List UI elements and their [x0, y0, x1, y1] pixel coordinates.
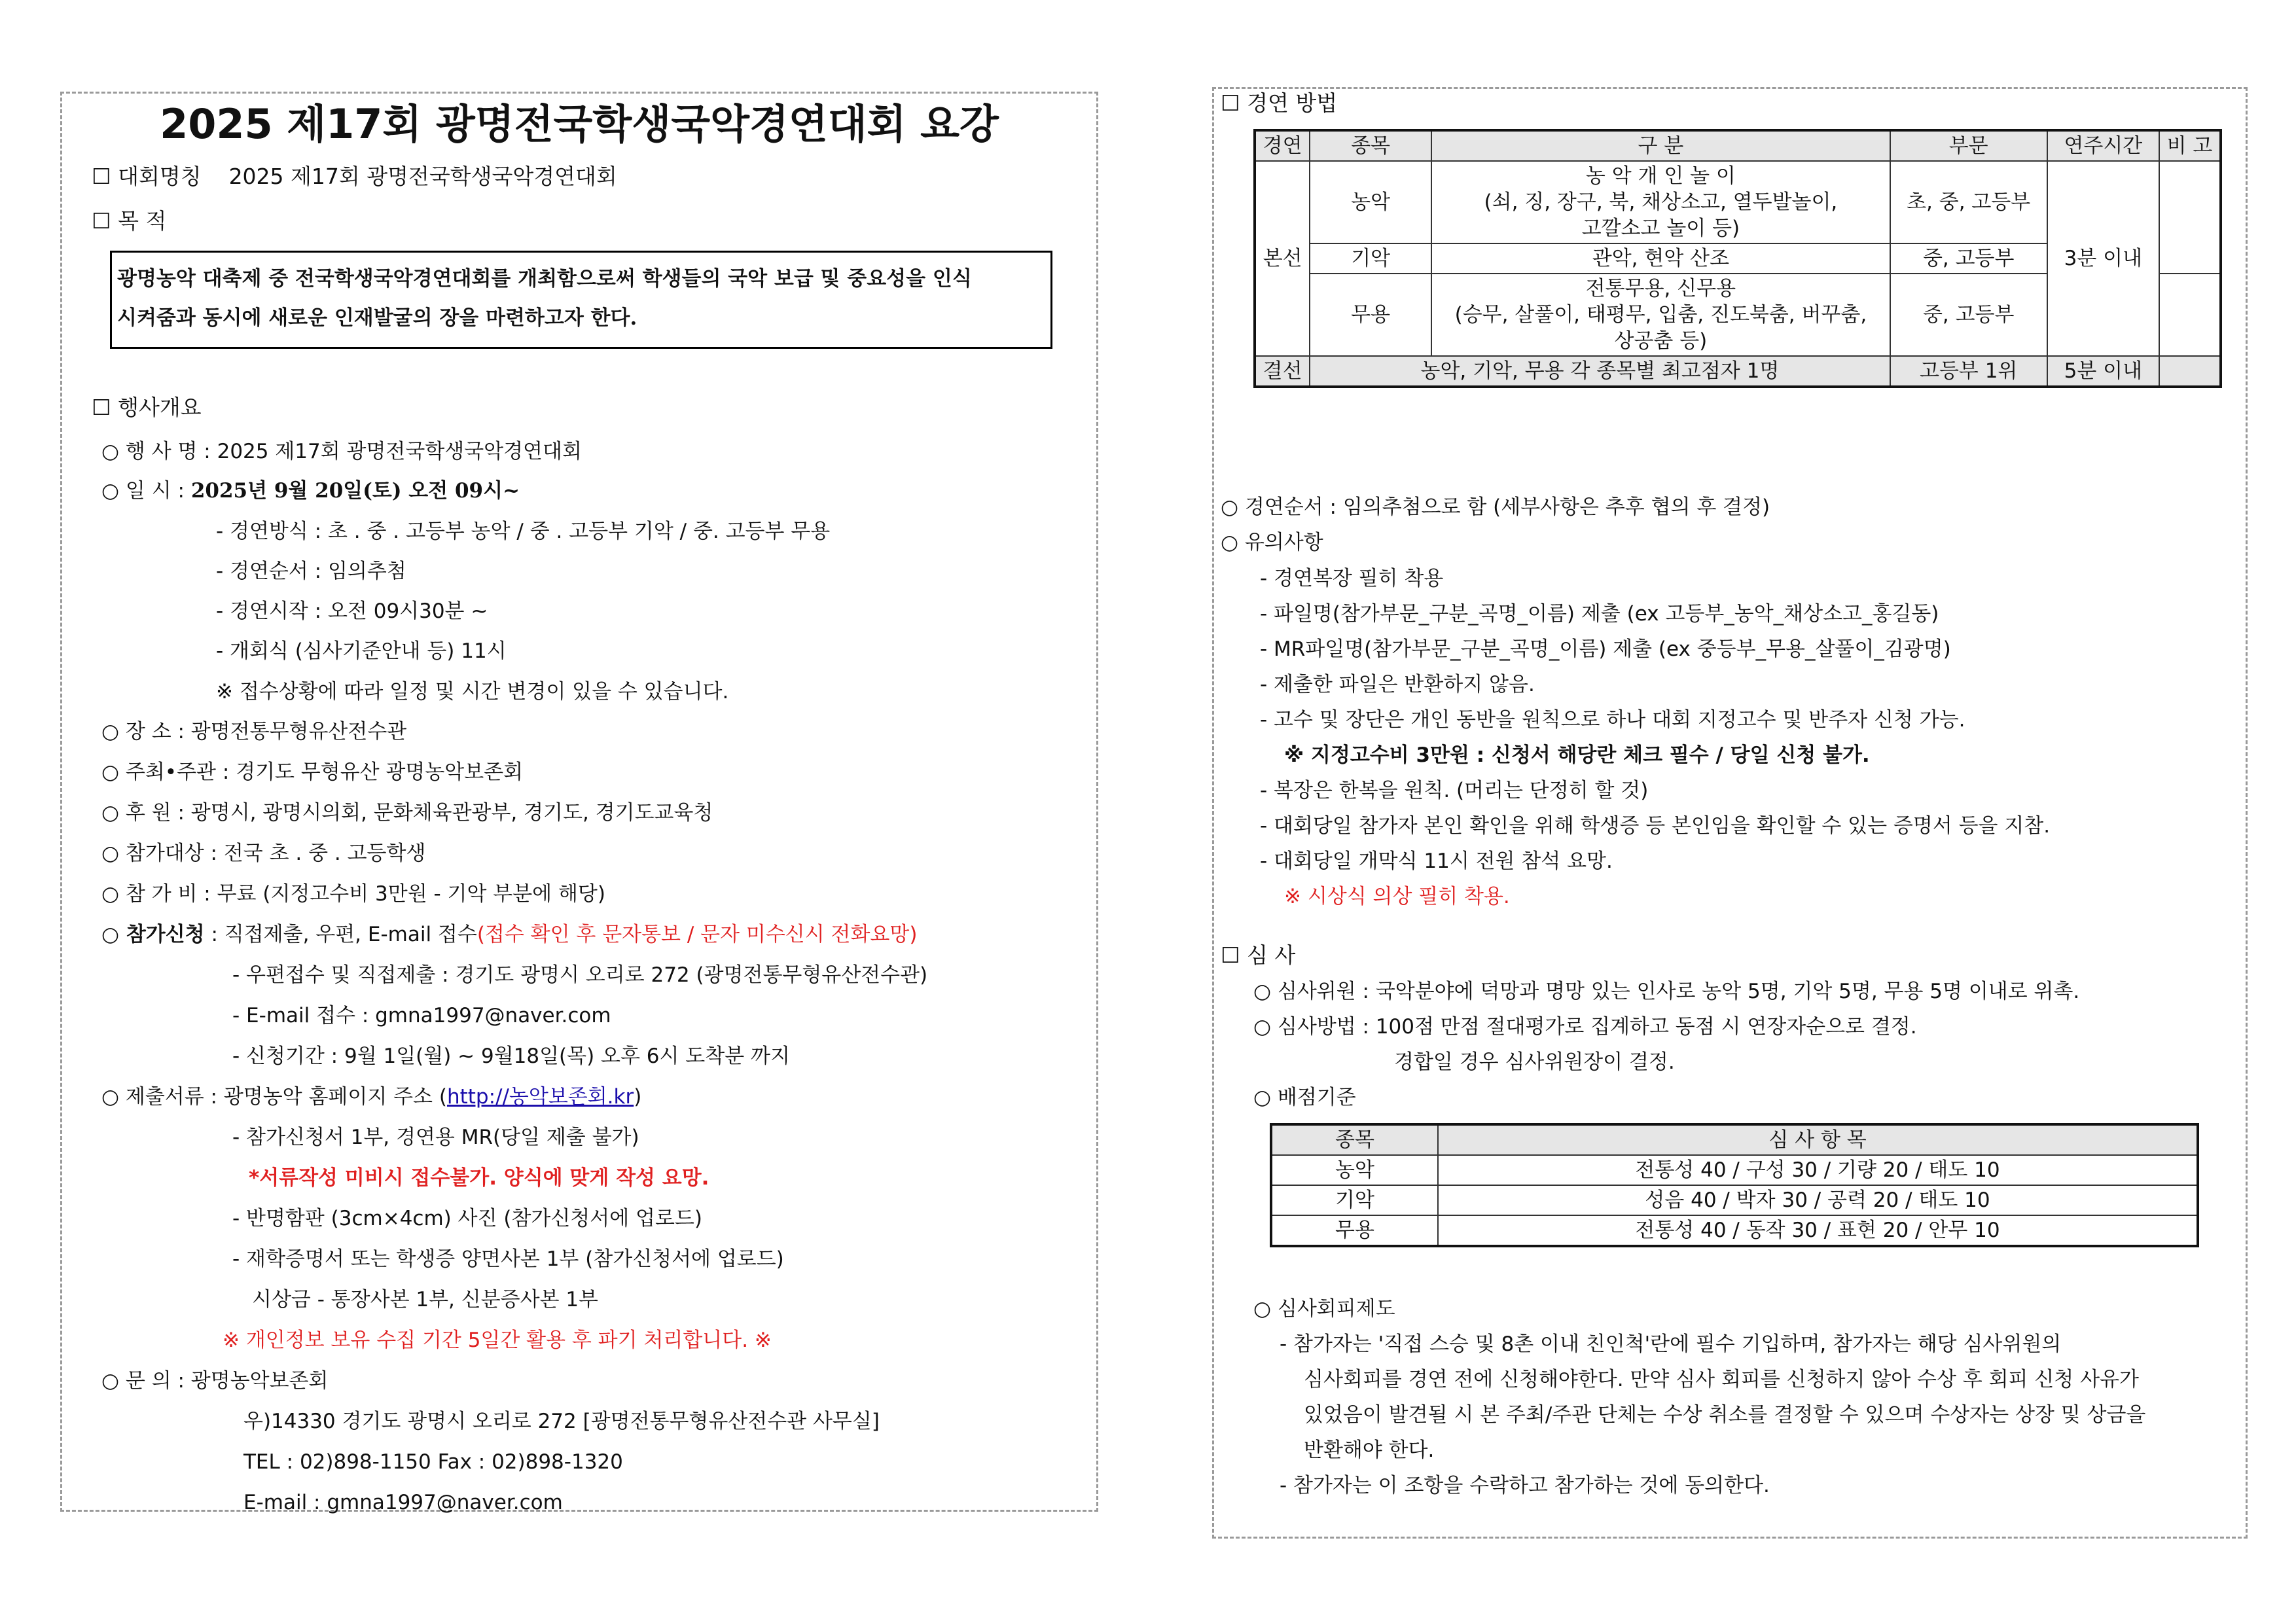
target: ○ 참가대상 : 전국 초 . 중 . 고등학생 [101, 842, 426, 865]
score-table [1270, 1123, 2199, 1247]
event-name: ○ 행 사 명 : 2025 제17회 광명전국학생국악경연대회 [101, 440, 582, 463]
judge-method-1: ○ 심사방법 : 100점 만점 절대평가로 집계하고 동점 시 연장자순으로 결정. [1253, 1015, 1917, 1039]
address: 우)14330 경기도 광명시 오리로 272 [광명전통무형유산전수관 사무실] [243, 1410, 880, 1433]
venue: ○ 장 소 : 광명전통무형유산전수관 [101, 720, 407, 743]
name-value: 2025 제17회 광명전국학생국악경연대회 [228, 164, 617, 189]
judges: ○ 심사위원 : 국악분야에 덕망과 명망 있는 인사로 농악 5명, 기악 5명, 무용 5명 이내로 위촉. [1253, 980, 2080, 1003]
division-cell: 초, 중, 고등부 [1890, 161, 2047, 243]
purpose-box [110, 251, 1052, 349]
recusal-line: - 참가자는 '직접 스승 및 8촌 이내 친인척'란에 필수 기입하며, 참가자는 해당 심사위원의 [1280, 1332, 2062, 1356]
docs-label: ○ 제출서류 : 광명농악 홈페이지 주소 ( [101, 1085, 447, 1109]
score-items: 전통성 40 / 동작 30 / 표현 20 / 안무 10 [1438, 1215, 2198, 1246]
detail-cell: 관악, 현악 산조 [1431, 243, 1890, 274]
fee: ○ 참 가 비 : 무료 (지정고수비 3만원 - 기악 부분에 해당) [101, 882, 605, 906]
name-row [92, 164, 617, 190]
table-row [1271, 1215, 2198, 1246]
docs-close: ) [634, 1085, 642, 1109]
name-label: ☐ 대회명칭 [92, 164, 202, 189]
apply-red-note: (접수 확인 후 문자통보 / 문자 미수신시 전화요망) [476, 923, 918, 946]
judge-label: ☐ 심 사 [1221, 942, 1296, 968]
note-item: - MR파일명(참가부문_구분_곡명_이름) 제출 (ex 중등부_무용_살풀이_김광명) [1260, 637, 1951, 661]
score-header-event: 종목 [1271, 1124, 1438, 1155]
opening-ceremony: - 개회식 (심사기준안내 등) 11시 [216, 639, 507, 663]
note-bold: ※ 지정고수비 3만원 : 신청서 해당란 체크 필수 / 당일 신청 불가. [1284, 743, 1870, 767]
apply-post: - 우편접수 및 직접제출 : 경기도 광명시 오리로 272 (광명전통무형유산전수관) [232, 963, 928, 987]
page-title: 2025 제17회 광명전국학생국악경연대회 요강 [160, 100, 999, 148]
note-item: - 제출한 파일은 반환하지 않음. [1260, 673, 1535, 696]
contact-email: E-mail : gmna1997@naver.com [243, 1491, 563, 1514]
score-event: 농악 [1271, 1155, 1438, 1185]
method-table [1253, 129, 2222, 388]
recusal-line: - 참가자는 이 조항을 수락하고 참가하는 것에 동의한다. [1280, 1474, 1770, 1497]
docs-item-2: - 반명함판 (3cm×4cm) 사진 (참가신청서에 업로드) [232, 1207, 702, 1230]
overview-label: ☐ 행사개요 [92, 395, 202, 420]
apply-label: ○ 참가신청 [101, 923, 205, 946]
note-item: - 고수 및 장단은 개인 동반을 원칙으로 하나 대회 지정고수 및 반주자 신청 가능. [1260, 708, 1965, 732]
recusal-line: 있었음이 발견될 시 본 주최/주관 단체는 수상 취소를 결정할 수 있으며 수상자는 상장 및 상금을 [1304, 1403, 2146, 1427]
note-item: - 대회당일 참가자 본인 확인을 위해 학생증 등 본인임을 확인할 수 있는 증명서 등을 지참. [1260, 814, 2051, 838]
apply-period: - 신청기간 : 9월 1일(월) ~ 9월18일(목) 오후 6시 도착분 까지 [232, 1044, 790, 1068]
judge-method-2: 경합일 경우 심사위원장이 결정. [1394, 1050, 1675, 1074]
header-time: 연주시간 [2047, 130, 2159, 161]
docs-item-1: - 참가신청서 1부, 경연용 MR(당일 제출 불가) [232, 1126, 639, 1149]
table-row [1271, 1185, 2198, 1215]
event-cell: 농악 [1310, 161, 1431, 243]
purpose-label: ☐ 목 적 [92, 208, 167, 234]
main-time: 3분 이내 [2047, 161, 2159, 356]
final-division: 고등부 1위 [1890, 356, 2047, 387]
apply-email: - E-mail 접수 : gmna1997@naver.com [232, 1004, 611, 1027]
score-items: 성음 40 / 박자 30 / 공력 20 / 태도 10 [1438, 1185, 2198, 1215]
detail-line: (승무, 살풀이, 태평무, 입춤, 진도북춤, 버꾸춤, [1454, 303, 1867, 327]
homepage-link[interactable]: http://농악보존회.kr [446, 1085, 634, 1109]
competition-order: - 경연순서 : 임의추첨 [216, 560, 406, 583]
header-detail: 구 분 [1431, 130, 1890, 161]
recusal-label: ○ 심사회피제도 [1253, 1297, 1395, 1321]
docs-item-4: 시상금 - 통장사본 1부, 신분증사본 1부 [252, 1288, 598, 1311]
date-label: ○ 일 시 : [101, 479, 191, 503]
host: ○ 주최•주관 : 경기도 무형유산 광명농악보존회 [101, 760, 524, 784]
recusal-line: 반환해야 한다. [1304, 1438, 1435, 1462]
date-row [101, 478, 520, 504]
apply-value: : 직접제출, 우편, E-mail 접수 [204, 923, 477, 946]
note-item: - 복장은 한복을 원칙. (머리는 단정히 할 것) [1260, 779, 1649, 802]
docs-item-3: - 재학증명서 또는 학생증 양면사본 1부 (참가신청서에 업로드) [232, 1247, 784, 1271]
header-note: 비 고 [2159, 130, 2221, 161]
note-item: - 파일명(참가부문_구분_곡명_이름) 제출 (ex 고등부_농악_채상소고_홍길동) [1260, 602, 1939, 626]
note-red: ※ 시상식 의상 필히 착용. [1284, 885, 1510, 908]
table-row [1271, 1155, 2198, 1185]
detail-line: 농 악 개 인 놀 이 [1585, 164, 1736, 188]
note-item: - 경연복장 필히 착용 [1260, 567, 1444, 590]
header-division: 부문 [1890, 130, 2047, 161]
docs-row [101, 1084, 641, 1110]
table-row [1255, 161, 2221, 243]
recusal-line: 심사회피를 경연 전에 신청해야한다. 만약 심사 회피를 신청하지 않아 수상 후 회피 신청 사유가 [1304, 1368, 2139, 1391]
order-line: ○ 경연순서 : 임의추첨으로 함 (세부사항은 추후 협의 후 결정) [1221, 495, 1770, 519]
final-detail: 농악, 기악, 무용 각 종목별 최고점자 1명 [1310, 356, 1890, 387]
notes-label: ○ 유의사항 [1221, 531, 1323, 554]
sponsor: ○ 후 원 : 광명시, 광명시의회, 문화체육관광부, 경기도, 경기도교육청 [101, 801, 713, 825]
detail-line: 고깔소고 놀이 등) [1581, 217, 1740, 240]
detail-cell [1431, 161, 1890, 243]
detail-line: (쇠, 징, 장구, 북, 채상소고, 열두발놀이, [1484, 190, 1838, 214]
schedule-note: ※ 접수상황에 따라 일정 및 시간 변경이 있을 수 있습니다. [216, 680, 729, 704]
score-event: 무용 [1271, 1215, 1438, 1246]
round-main: 본선 [1255, 161, 1310, 356]
header-round: 경연 [1255, 130, 1310, 161]
purpose-line-2: 시켜줌과 동시에 새로운 인재발굴의 장을 마련하고자 한다. [117, 306, 637, 330]
detail-line: 전통무용, 신무용 [1585, 277, 1736, 300]
date-value: 2025년 9월 20일(토) 오전 09시~ [190, 479, 520, 503]
score-header-items: 심 사 항 목 [1438, 1124, 2198, 1155]
table-row [1255, 356, 2221, 387]
event-cell: 기악 [1310, 243, 1431, 274]
contact: ○ 문 의 : 광명농악보존회 [101, 1369, 329, 1393]
table-header-row [1271, 1124, 2198, 1155]
table-header-row [1255, 130, 2221, 161]
score-items: 전통성 40 / 구성 30 / 기량 20 / 태도 10 [1438, 1155, 2198, 1185]
division-cell: 중, 고등부 [1890, 274, 2047, 356]
event-cell: 무용 [1310, 274, 1431, 356]
note-cell [2159, 274, 2221, 356]
docs-red-note: *서류작성 미비시 접수불가. 양식에 맞게 작성 요망. [249, 1166, 709, 1190]
note-item: - 대회당일 개막식 11시 전원 참석 요망. [1260, 849, 1613, 873]
privacy-note: ※ 개인정보 보유 수집 기간 5일간 활용 후 파기 처리합니다. ※ [223, 1329, 772, 1352]
note-cell [2159, 356, 2221, 387]
telephone-fax: TEL : 02)898-1150 Fax : 02)898-1320 [243, 1450, 623, 1474]
note-cell [2159, 161, 2221, 274]
score-event: 기악 [1271, 1185, 1438, 1215]
apply-row [101, 921, 917, 948]
competition-method: - 경연방식 : 초 . 중 . 고등부 농악 / 중 . 고등부 기악 / 중. 고등부 무용 [216, 520, 831, 543]
detail-cell [1431, 274, 1890, 356]
division-cell: 중, 고등부 [1890, 243, 2047, 274]
round-final: 결선 [1255, 356, 1310, 387]
purpose-line-1: 광명농악 대축제 중 전국학생국악경연대회를 개최함으로써 학생들의 국악 보급 및 중요성을 인식 [117, 267, 972, 291]
competition-start: - 경연시작 : 오전 09시30분 ~ [216, 599, 488, 623]
method-label: ☐ 경연 방법 [1221, 90, 1338, 116]
header-event: 종목 [1310, 130, 1431, 161]
final-time: 5분 이내 [2047, 356, 2159, 387]
score-label: ○ 배점기준 [1253, 1086, 1356, 1109]
detail-line: 상공춤 등) [1614, 329, 1708, 353]
